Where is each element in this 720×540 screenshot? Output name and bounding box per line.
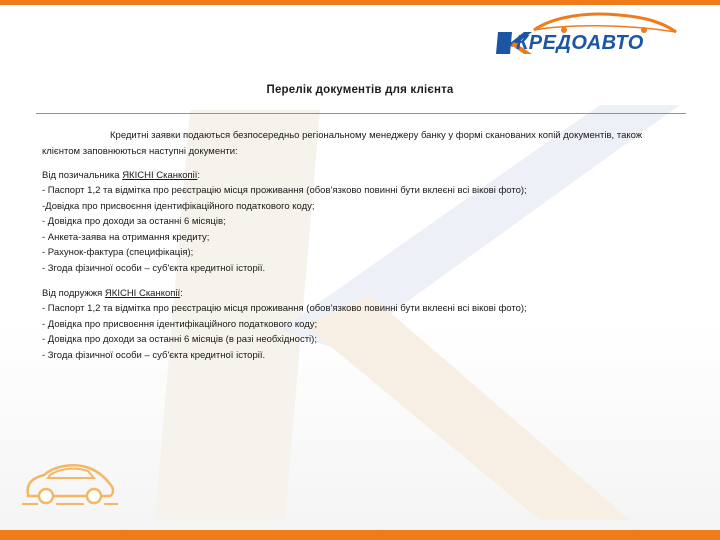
section-heading (42, 286, 682, 301)
list-item: -Довідка про присвоєння ідентифікаційного податкового коду; (42, 200, 315, 212)
intro-paragraph: Кредитні заявки подаються безпосередньо регіональному менеджеру банку у формі сканованих копій документів, також клієнтом заповнюються наступні документи: (42, 130, 643, 157)
heading-prefix: Від подружжя (42, 288, 105, 299)
car-outline-icon (20, 458, 120, 508)
logo-wordmark: КРЕДОАВТО (516, 32, 644, 54)
list-item: - Анкета-заява на отримання кредиту; (42, 231, 210, 243)
list-item: - Довідка про доходи за останні 6 місяців; (42, 216, 226, 227)
document-list (42, 301, 682, 363)
heading-suffix: : (197, 170, 201, 181)
list-item: - Рахунок-фактура (специфікація); (42, 247, 194, 258)
heading-suffix: : (180, 288, 183, 299)
bottom-accent-bar (0, 530, 720, 540)
list-item: - Згода фізичної особи – суб'єкта кредитної історії. (42, 262, 266, 274)
heading-highlight: ЯКІСНІ Сканкопії (122, 170, 198, 181)
borrower-section (42, 168, 682, 276)
list-item: - Довідка про доходи за останні 6 місяців (в разі необхідності); (42, 334, 317, 345)
section-heading (42, 168, 682, 183)
list-item: - Паспорт 1,2 та відмітка про реєстрацію місця проживання (обов'язково повинні бути вклеєні всі вікові фото); (42, 185, 527, 196)
heading-prefix: Від позичальника (42, 170, 123, 181)
heading-highlight: ЯКІСНІ Сканкопії (104, 288, 181, 299)
list-item: - Паспорт 1,2 та відмітка про реєстрацію місця проживання (обов'язково повинні бути вклеєні всі вікові фото); (42, 303, 527, 314)
page-title: Перелік документів для клієнта (266, 84, 454, 96)
document-body (42, 128, 682, 373)
list-item: - Довідка про присвоєння ідентифікаційного податкового коду; (42, 318, 318, 330)
top-accent-bar (0, 0, 720, 5)
kredoavto-logo (494, 10, 690, 60)
list-item: - Згода фізичної особи – суб'єкта кредитної історії. (42, 349, 266, 361)
document-list (42, 183, 682, 276)
spouse-section (42, 286, 682, 363)
title-divider (36, 113, 686, 114)
